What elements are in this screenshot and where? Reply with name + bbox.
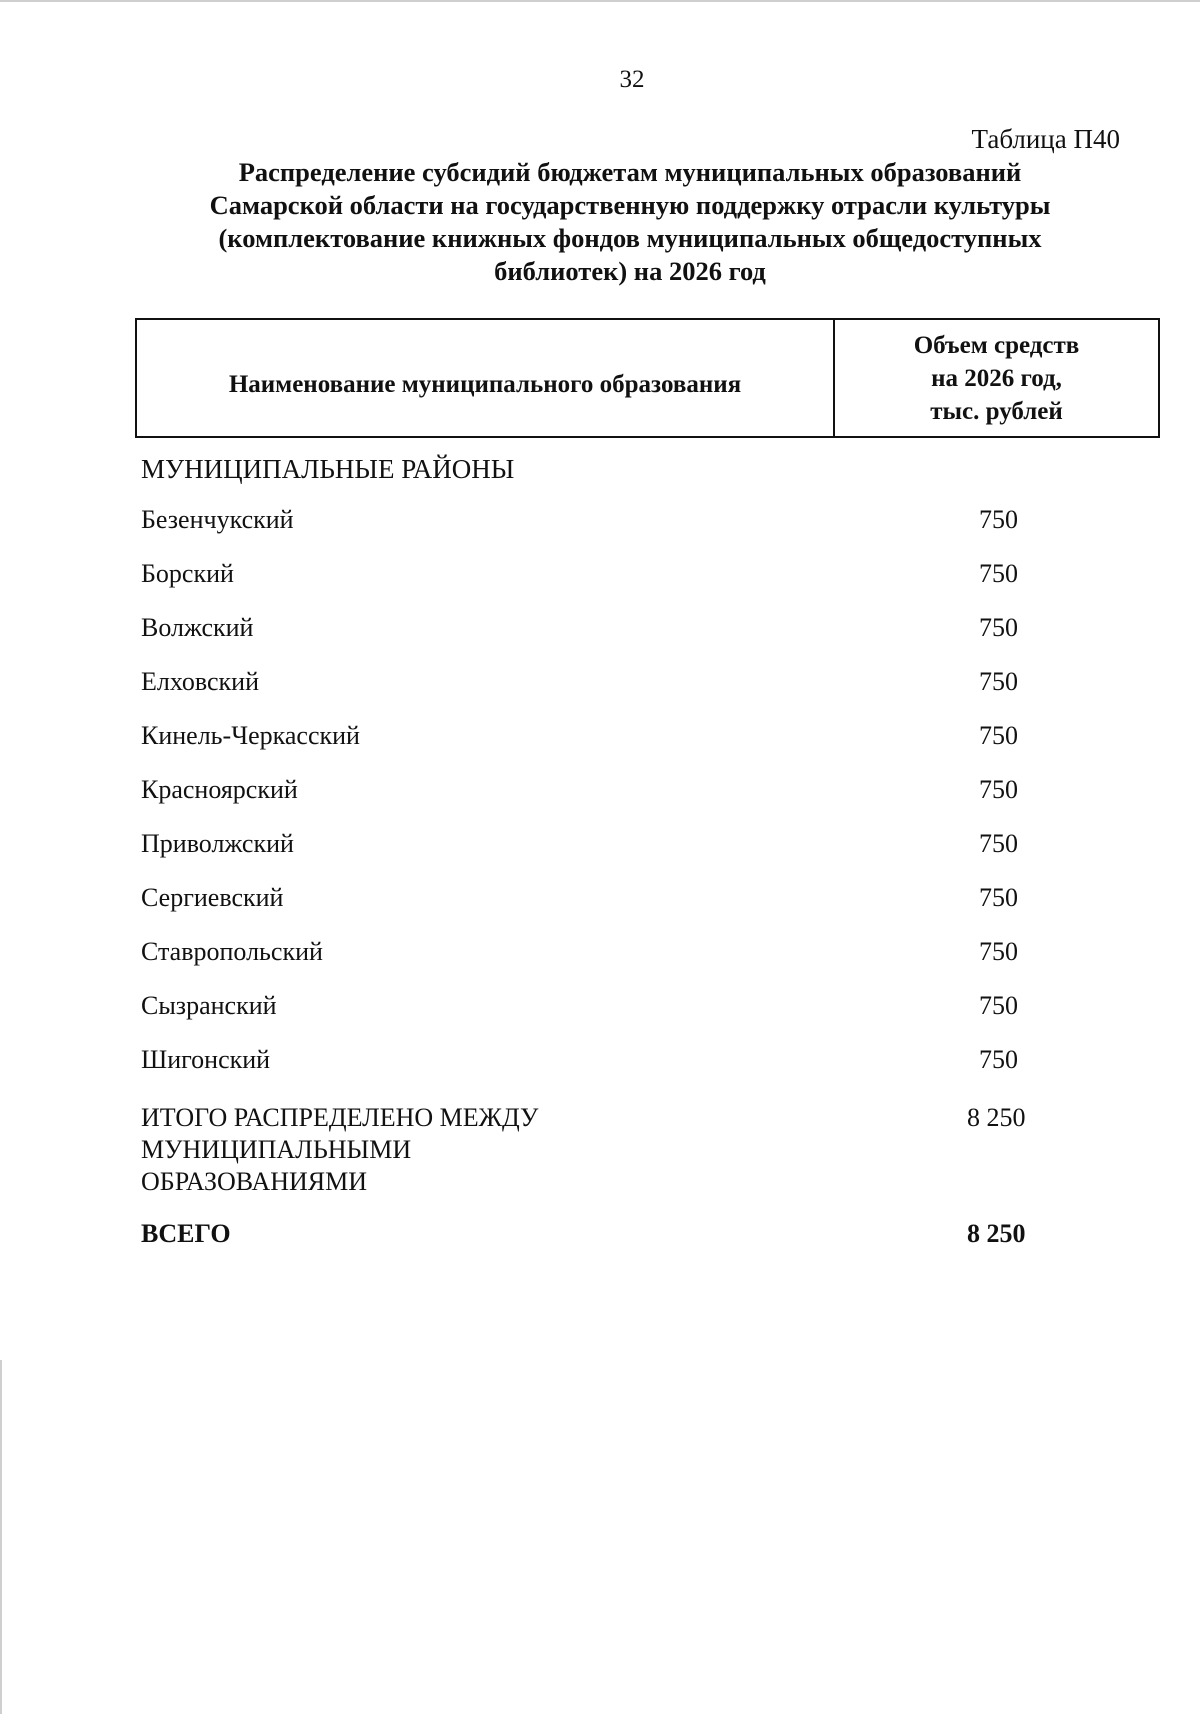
row-name: Ставропольский xyxy=(141,937,323,966)
scan-edge-top xyxy=(0,0,1200,2)
row-name: Безенчукский xyxy=(141,505,294,534)
table-row xyxy=(141,505,1131,559)
table-header xyxy=(135,318,1160,438)
scan-edge-left xyxy=(0,1360,2,1714)
column-header-amount-line: на 2026 год, xyxy=(931,364,1062,392)
column-header-amount-line: тыс. рублей xyxy=(930,397,1063,425)
row-value: 750 xyxy=(979,721,1018,750)
title-line: (комплектование книжных фондов муниципальных общедоступных xyxy=(218,223,1042,253)
section-heading: МУНИЦИПАЛЬНЫЕ РАЙОНЫ xyxy=(141,454,515,484)
total-label-line: МУНИЦИПАЛЬНЫМИ xyxy=(141,1135,412,1164)
row-value: 750 xyxy=(979,505,1018,534)
row-name: Красноярский xyxy=(141,775,298,804)
column-header-name: Наименование муниципального образования xyxy=(137,320,835,436)
row-name: Кинель-Черкасский xyxy=(141,721,360,750)
table-label: Таблица П40 xyxy=(971,124,1120,154)
row-value: 750 xyxy=(979,883,1018,912)
table-body xyxy=(141,505,1131,1099)
row-value: 750 xyxy=(979,559,1018,588)
column-header-amount xyxy=(835,320,1158,436)
title-line: Самарской области на государственную поддержку отрасли культуры xyxy=(209,190,1051,220)
table-row xyxy=(141,883,1131,937)
row-name: Волжский xyxy=(141,613,254,642)
table-row xyxy=(141,721,1131,775)
row-value: 750 xyxy=(979,829,1018,858)
row-value: 750 xyxy=(979,775,1018,804)
total-value: 8 250 xyxy=(967,1103,1026,1132)
row-value: 750 xyxy=(979,667,1018,696)
table-row xyxy=(141,667,1131,721)
table-row xyxy=(141,991,1131,1045)
row-name: Елховский xyxy=(141,667,259,696)
table-row xyxy=(141,775,1131,829)
table-row xyxy=(141,1045,1131,1099)
row-value: 750 xyxy=(979,613,1018,642)
total-row xyxy=(141,1102,1131,1198)
title-line: Распределение субсидий бюджетам муниципальных образований xyxy=(238,157,1022,187)
table-row xyxy=(141,613,1131,667)
grand-total-label: ВСЕГО xyxy=(141,1219,231,1248)
row-value: 750 xyxy=(979,1045,1018,1074)
page-title xyxy=(140,156,1120,288)
row-value: 750 xyxy=(979,937,1018,966)
row-name: Сергиевский xyxy=(141,883,284,912)
total-label-line: ОБРАЗОВАНИЯМИ xyxy=(141,1167,368,1196)
row-name: Борский xyxy=(141,559,234,588)
row-name: Приволжский xyxy=(141,829,294,858)
row-name: Сызранский xyxy=(141,991,277,1020)
row-name: Шигонский xyxy=(141,1045,271,1074)
table-row xyxy=(141,559,1131,613)
page-number: 32 xyxy=(619,66,645,93)
grand-total-value: 8 250 xyxy=(967,1219,1026,1248)
title-line: библиотек) на 2026 год xyxy=(494,256,766,286)
total-label-line: ИТОГО РАСПРЕДЕЛЕНО МЕЖДУ xyxy=(141,1103,539,1132)
table-row xyxy=(141,829,1131,883)
grand-total-row xyxy=(141,1219,1131,1249)
table-row xyxy=(141,937,1131,991)
column-header-amount-line: Объем средств xyxy=(913,331,1080,359)
row-value: 750 xyxy=(979,991,1018,1020)
